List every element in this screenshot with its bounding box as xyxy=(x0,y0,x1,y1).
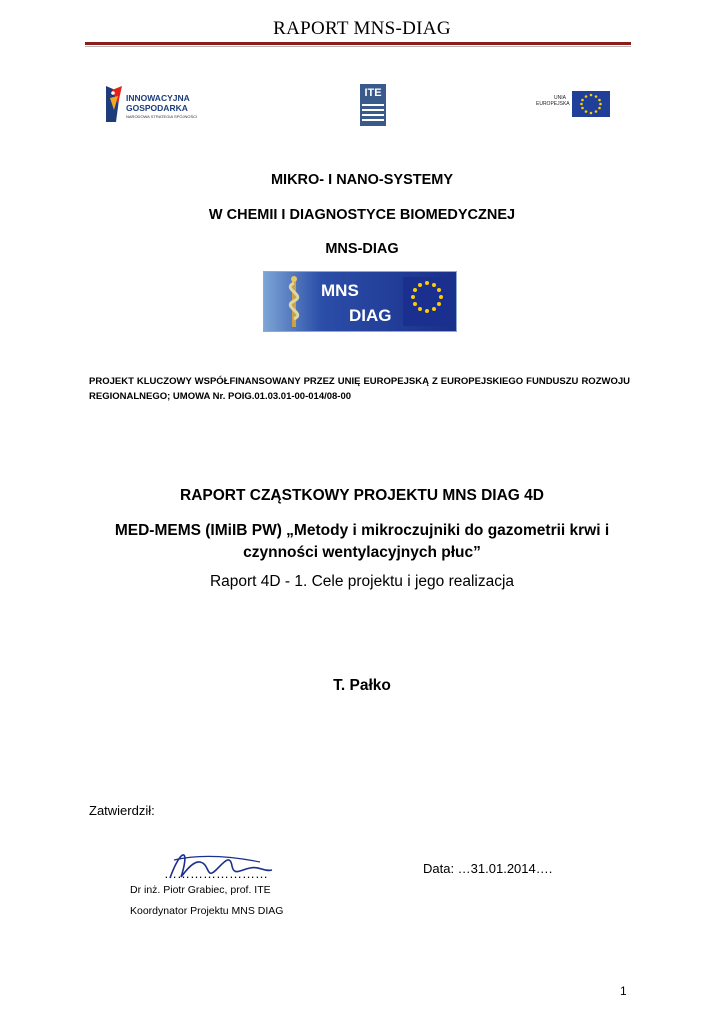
report-title: RAPORT CZĄSTKOWY PROJEKTU MNS DIAG 4D xyxy=(180,487,544,504)
signature-icon xyxy=(160,840,280,890)
title-line-2: W CHEMII I DIAGNOSTYCE BIOMEDYCZNEJ xyxy=(208,207,516,223)
project-note: PROJEKT KLUCZOWY WSPÓŁFINANSOWANY PRZEZ UNIĘ EUROPEJSKĄ Z EUROPEJSKIEGO FUNDUSZU ROZWOJU REGIONALNEGO; UMOWA Nr. POIG.01.03.01-00-014/08-00 xyxy=(89,376,630,402)
title-line-1: MIKRO- I NANO-SYSTEMY xyxy=(270,172,454,188)
innowacyjna-gospodarka-logo xyxy=(104,84,234,124)
eu-logo xyxy=(528,88,612,118)
signature-dots: …………………… xyxy=(164,866,268,881)
ite-logo xyxy=(360,84,386,126)
banner-diag-text: DIAG xyxy=(349,306,392,325)
mns-diag-banner xyxy=(263,271,457,332)
banner-mns-text: MNS xyxy=(321,281,359,300)
report-line: Raport 4D - 1. Cele projektu i jego realizacja xyxy=(209,573,515,590)
ig-flag-icon xyxy=(104,84,124,124)
page-number: 1 xyxy=(620,984,627,998)
eu-flag-icon xyxy=(572,91,610,117)
header-title: RAPORT MNS-DIAG xyxy=(273,18,451,39)
header-rule xyxy=(85,42,631,45)
title-line-3: MNS-DIAG xyxy=(325,241,399,257)
author: T. Pałko xyxy=(333,677,391,694)
approved-label: Zatwierdził: xyxy=(89,803,155,818)
eu-logo-text: UNIA EUROPEJSKA xyxy=(536,95,570,107)
report-subtitle: MED-MEMS (IMiIB PW) „Metody i mikroczujniki do gazometrii krwi i czynności wentylacyjnych płuc” xyxy=(114,522,610,561)
signer-role: Koordynator Projektu MNS DIAG xyxy=(130,905,284,917)
date-text: Data: …31.01.2014…. xyxy=(423,861,553,876)
ite-logo-text: ITE xyxy=(364,87,382,99)
ig-logo-tagline: NARODOWA STRATEGIA SPÓJNOŚCI xyxy=(126,114,198,119)
ig-logo-text: INNOWACYJNA GOSPODARKA xyxy=(126,93,190,113)
signer-name: Dr inż. Piotr Grabiec, prof. ITE xyxy=(130,884,271,896)
header-rule-thin xyxy=(85,46,631,47)
caduceus-icon xyxy=(277,275,311,329)
